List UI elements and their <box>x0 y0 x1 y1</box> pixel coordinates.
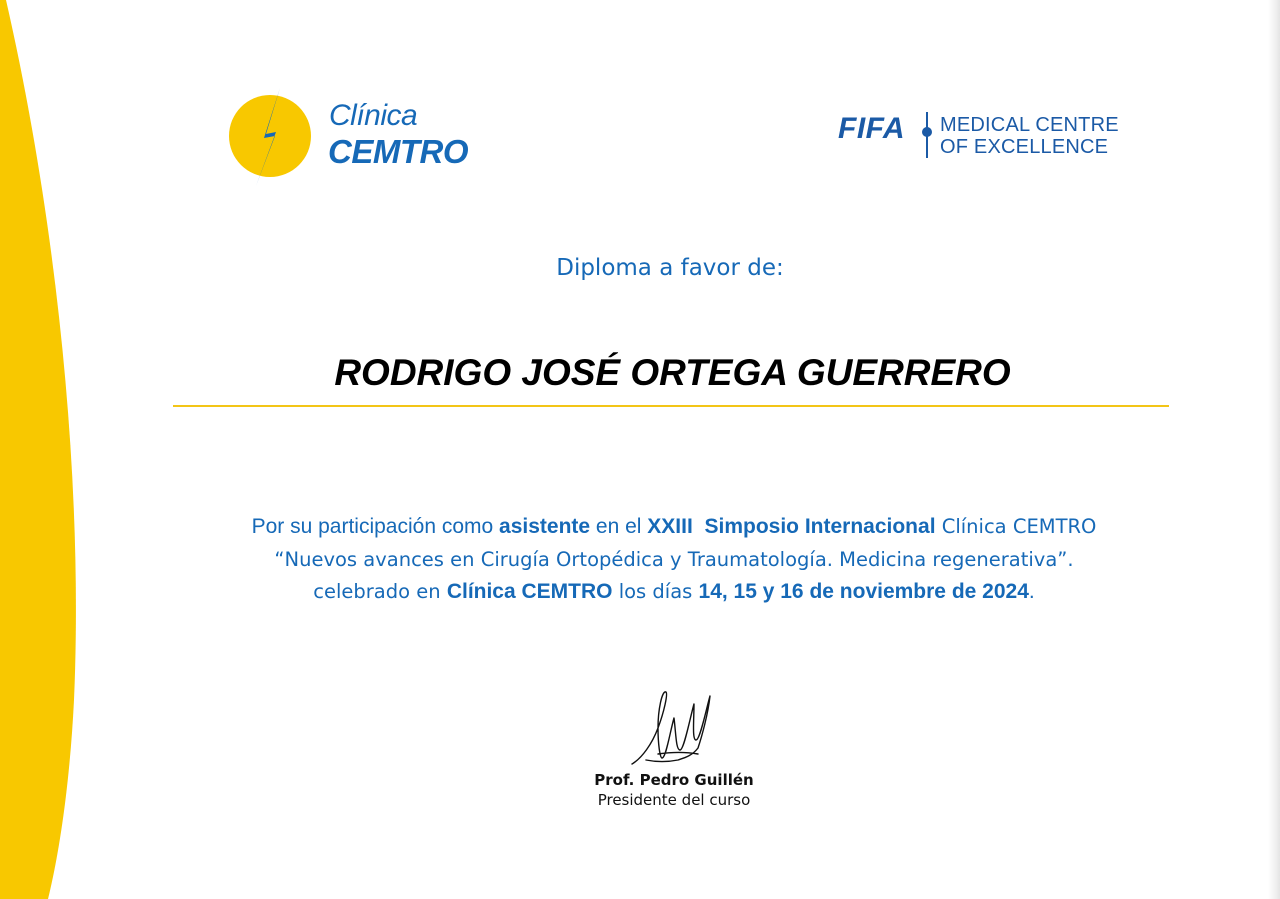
body-line-3-end: . <box>1028 580 1035 603</box>
logo-text-clinica: Clínica <box>329 99 418 132</box>
body-line-1 <box>0 511 1280 544</box>
body-line-1-role: asistente <box>499 515 591 538</box>
decorative-yellow-arc <box>0 0 90 899</box>
clinica-cemtro-logo <box>228 86 488 190</box>
body-line-3-part2: los días <box>612 580 699 603</box>
lightning-circle-icon <box>228 86 318 190</box>
body-line-1-event: XXIII Simposio Internacional <box>647 515 936 538</box>
body-line-3-venue: Clínica CEMTRO <box>446 580 613 603</box>
body-line-3 <box>0 576 1280 609</box>
fifa-logo-line2: OF EXCELLENCE <box>940 136 1109 158</box>
signatory-name: Prof. Pedro Guillén <box>594 771 754 789</box>
body-line-1-part3: Clínica CEMTRO <box>935 515 1097 538</box>
body-line-1-part2: en el <box>590 515 648 538</box>
logo-text-cemtro: CEMTRO <box>328 133 468 170</box>
fifa-medical-centre-logo <box>838 110 1128 162</box>
body-line-3-dates: 14, 15 y 16 de noviembre de 2024 <box>698 580 1029 603</box>
body-line-2-event-title: “Nuevos avances en Cirugía Ortopédica y Traumatología. Medicina regenerativa”. <box>274 547 1074 571</box>
diploma-label: Diploma a favor de: <box>556 255 784 281</box>
fifa-logo-dot <box>922 127 932 137</box>
page-edge-shadow <box>1268 0 1280 899</box>
handwritten-signature <box>628 688 720 770</box>
recipient-name: RODRIGO JOSÉ ORTEGA GUERRERO <box>334 352 1011 393</box>
name-underline <box>173 405 1169 407</box>
body-line-3-part1: celebrado en <box>313 580 447 603</box>
signatory-role: Presidente del curso <box>597 791 751 809</box>
body-line-1-part1: Por su participación como <box>251 515 500 538</box>
fifa-logo-line1: MEDICAL CENTRE <box>940 114 1119 136</box>
diploma-body-text <box>0 511 1280 609</box>
fifa-wordmark: FIFA <box>838 112 905 145</box>
